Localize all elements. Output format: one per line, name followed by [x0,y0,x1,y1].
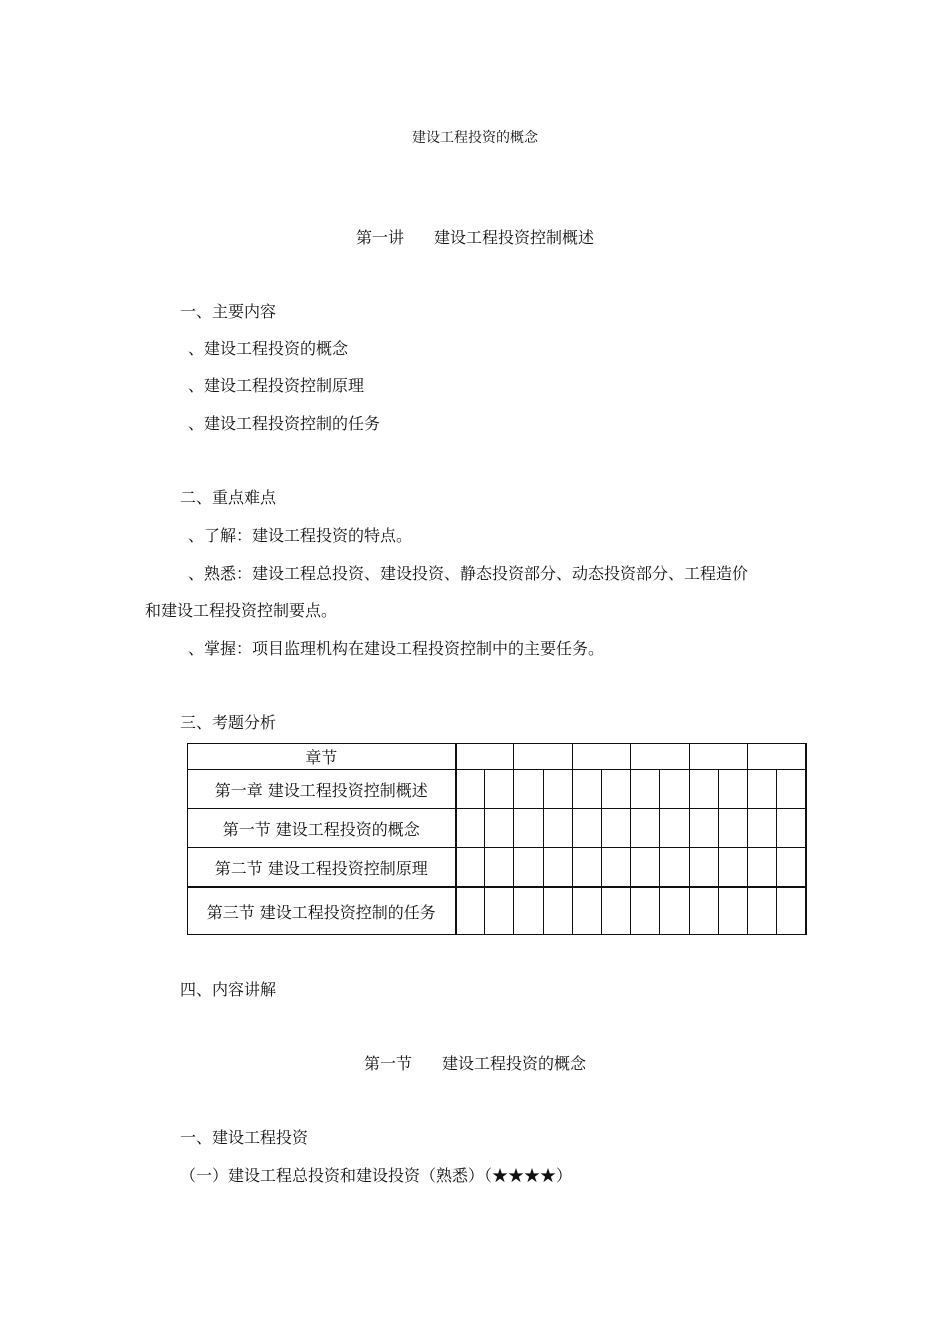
list-item: 、掌握：项目监理机构在建设工程投资控制中的主要任务。 [188,639,605,658]
key-points-heading: 二、重点难点 [180,488,277,507]
section-number: 第一节 [363,1054,412,1073]
table-row [188,809,807,848]
table-header-cell [572,744,630,770]
list-item: 、熟悉：建设工程总投资、建设投资、静态投资部分、动态投资部分、工程造价 [188,564,749,583]
subsection-item: （一）建设工程总投资和建设投资（熟悉）（★★★★） [180,1166,573,1185]
table-row [188,848,807,888]
lecture-name: 建设工程投资控制概述 [434,228,595,247]
table-row [188,770,807,809]
section-name: 建设工程投资的概念 [442,1054,587,1073]
chapter-cell: 第三节 建设工程投资控制的任务 [188,887,456,935]
list-item: 、了解：建设工程投资的特点。 [188,526,413,545]
subsection-heading: 一、建设工程投资 [180,1128,309,1147]
chapter-cell: 第二节 建设工程投资控制原理 [188,848,456,888]
section-title [0,1056,950,1072]
table-header-row [188,744,807,770]
table-row [188,887,807,935]
main-content-heading: 一、主要内容 [180,302,277,321]
lecture-title [0,230,950,246]
table-header-cell [689,744,747,770]
list-item-continuation: 和建设工程投资控制要点。 [145,601,338,620]
list-item: 、建设工程投资控制原理 [188,376,365,395]
chapter-cell: 第一节 建设工程投资的概念 [188,809,456,848]
table-header-cell: 章节 [188,744,456,770]
table-header-cell [514,744,572,770]
explanation-heading: 四、内容讲解 [180,980,277,999]
table-header-cell [631,744,689,770]
table-header-cell [748,744,806,770]
lecture-number: 第一讲 [355,228,404,247]
table-header-cell [456,744,514,770]
chapter-cell: 第一章 建设工程投资控制概述 [188,770,456,809]
exam-analysis-heading: 三、考题分析 [180,713,277,732]
exam-analysis-table [187,743,807,935]
list-item: 、建设工程投资的概念 [188,339,349,358]
document-title: 建设工程投资的概念 [412,130,538,146]
list-item: 、建设工程投资控制的任务 [188,414,381,433]
